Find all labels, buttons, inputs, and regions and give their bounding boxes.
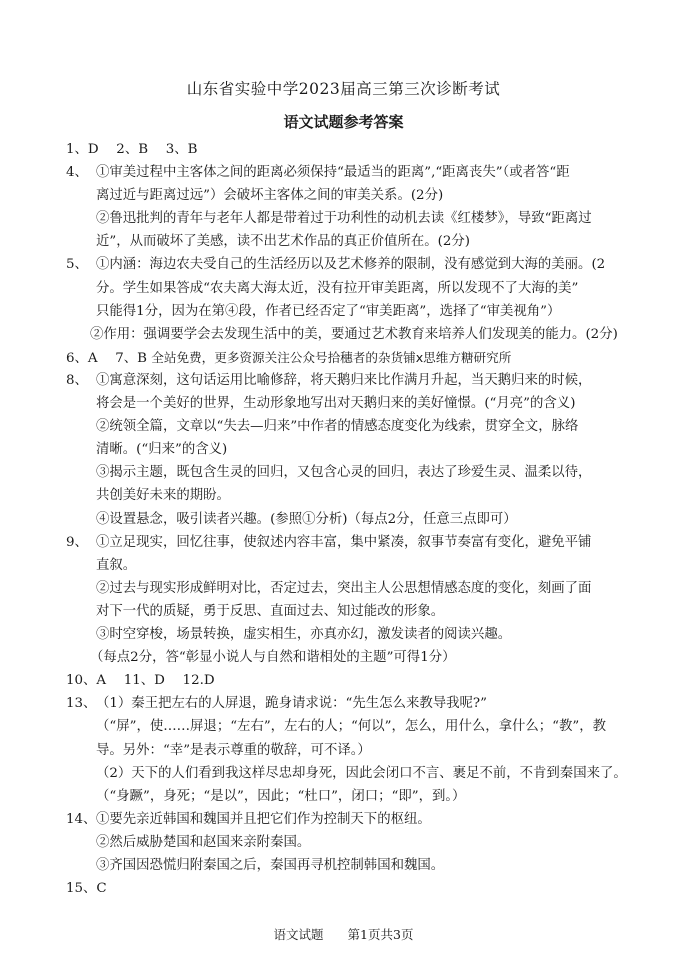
answer-8-line: 将会是一个美好的世界，生动形象地写出对天鹅归来的美好憧憬。(“月亮”的含义): [96, 396, 576, 412]
answer-15-text: 15、C: [66, 881, 107, 897]
answer-9-line: 对下一代的质疑，勇于反思、直面过去、知过能改的形象。: [96, 603, 445, 619]
page-subtitle: 语文试题参考答案: [283, 113, 404, 131]
answer-9-line: ①立足现实，回忆往事，使叙述内容丰富，集中紧凑，叙事节奏富有变化，避免平铺: [96, 534, 592, 550]
page-title: 山东省实验中学2023届高三第三次诊断考试: [186, 80, 501, 98]
answer-14-line: ①要先亲近韩国和魏国并且把它们作为控制天下的枢纽。: [96, 811, 431, 827]
answer-4-line: 离过近与距离过远”）会破坏主客体之间的审美关系。(2分): [96, 188, 444, 204]
answer-13-line: （“身蹶”，身死；“是以”，因此；“杜口”，闭口；“即”，到。）: [96, 788, 466, 804]
promo-banner-text: 全站免费，更多资源关注公众号拾穗者的杂货铺x思维方糖研究所: [151, 349, 512, 365]
answer-9-line: ②过去与现实形成鲜明对比，否定过去，突出主人公思想情感态度的变化，刻画了面: [96, 580, 592, 596]
answer-4: [0, 161, 687, 253]
answer-14: [0, 808, 687, 877]
answer-5: [0, 253, 687, 345]
answer-4-line: ①审美过程中主客体之间的距离必须保持“最适当的距离”,“距离丧失”（或者答“距: [96, 165, 570, 181]
answer-8-line: ④设置悬念，吸引读者兴趣。(参照①分析)（每点2分，任意三点即可）: [96, 511, 517, 527]
answer-4-line: 近”，从而破坏了美感，读不出艺术作品的真正价值所在。(2分): [96, 234, 470, 250]
answer-13-line: （1）秦王把左右的人屏退，跪身请求说：“先生怎么来教导我呢?”: [96, 696, 487, 712]
answer-13: [0, 692, 687, 808]
answer-14-line: ③齐国因恐慌归附秦国之后，秦国再寻机控制韩国和魏国。: [96, 858, 445, 874]
answer-4-number: 4、: [66, 165, 88, 181]
answer-9-line: ③时空穿梭，场景转换，虚实相生，亦真亦幻，激发读者的阅读兴趣。: [96, 627, 512, 643]
page-footer: [0, 925, 687, 943]
answer-9-line: 直叙。: [96, 557, 137, 573]
footer-subject: 语文试题: [273, 927, 324, 942]
answer-13-number: 13、: [66, 696, 97, 712]
answer-10-12: [0, 669, 687, 692]
answer-1-3-text: 1、D 2、B 3、B: [66, 142, 198, 157]
answer-4-line: ②鲁迅批判的青年与老年人都是带着过于功利性的动机去读《红楼梦》，导致“距离过: [96, 211, 592, 227]
answer-8-line: 共创美好未来的期盼。: [96, 488, 230, 504]
answer-9: [0, 531, 687, 670]
answer-5-number: 5、: [66, 257, 88, 273]
answer-1-3: [0, 138, 687, 161]
answer-9-number: 9、: [66, 534, 88, 550]
answer-5-line: 只能得1分，因为在第④段，作者已经否定了“审美距离”，选择了“审美视角”）: [96, 303, 561, 319]
answer-13-line: 导。另外：“幸”是表示尊重的敬辞，可不译。）: [96, 742, 371, 758]
answer-8-line: 清晰。(“归来”的含义): [96, 442, 228, 458]
answer-5-line: 分。学生如果答成“农夫离大海太近，没有拉开审美距离，所以发现不了大海的美”: [96, 280, 579, 296]
answer-8-number: 8、: [66, 372, 88, 388]
answer-8-line: ③揭示主题，既包含生灵的回归，又包含心灵的回归，表达了珍爱生灵、温柔以待，: [96, 465, 592, 481]
answer-13-line: （2）天下的人们看到我这样尽忠却身死，因此会闭口不言、裹足不前，不肯到秦国来了。: [96, 765, 627, 781]
answer-body: [0, 138, 687, 900]
answer-8-line: ①寓意深刻，这句话运用比喻修辞，将天鹅归来比作满月升起，当天鹅归来的时候，: [96, 372, 592, 388]
answer-6-7-text: 6、A 7、B 全站免费，更多资源关注公众号拾穗者的杂货铺x思维方糖研究所: [66, 349, 512, 366]
answer-9-scoring-note: （每点2分，答“彰显小说人与自然和谐相处的主题”可得1分）: [90, 650, 456, 666]
answer-6-7: [0, 346, 687, 369]
answer-14-line: ②然后威胁楚国和赵国来亲附秦国。: [96, 834, 311, 850]
answer-5-line: ①内涵：海边农夫受自己的生活经历以及艺术修养的限制，没有感觉到大海的美丽。(2: [96, 257, 606, 273]
answer-14-number: 14、: [66, 811, 97, 827]
answer-8: [0, 369, 687, 531]
answer-8-line: ②统领全篇，文章以“失去—归来”中作者的情感态度变化为线索，贯穿全文，脉络: [96, 419, 579, 435]
answer-5-line: ②作用：强调要学会去发现生活中的美，要通过艺术教育来培养人们发现美的能力。(2分): [90, 326, 618, 342]
answer-15: [0, 877, 687, 900]
answer-10-12-text: 10、A 11、D 12.D: [66, 673, 215, 689]
answer-13-line: （“屏”，使……屏退；“左右”，左右的人；“何以”，怎么，用什么，拿什么；“教”，教: [96, 719, 607, 735]
footer-page-number: 第1页共3页: [347, 927, 414, 942]
